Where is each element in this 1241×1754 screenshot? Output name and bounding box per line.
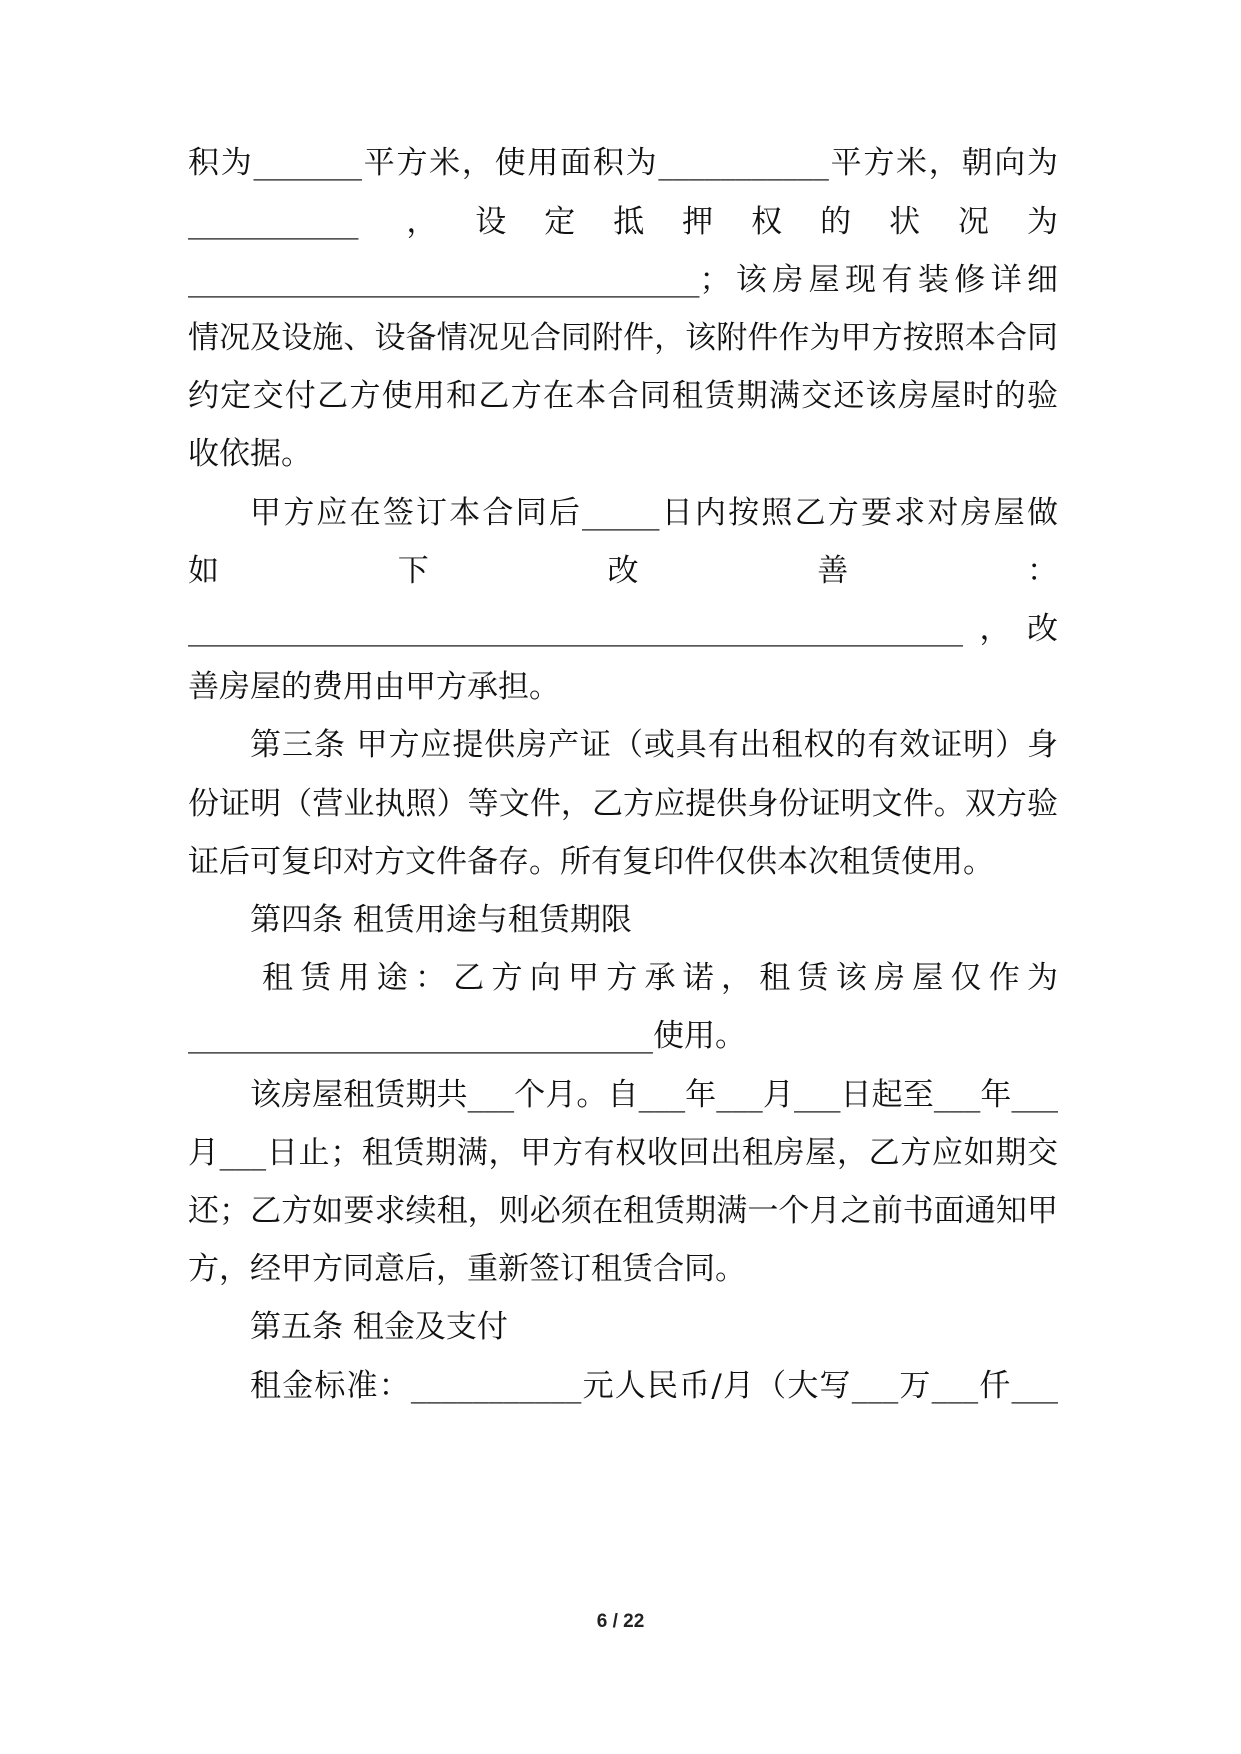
text-line-15: 租赁用途：乙方向甲方承诺，租赁该房屋仅作为 [262, 960, 1058, 996]
text-line-10: 善房屋的费用由甲方承担。 [188, 669, 560, 705]
section-heading-4: 第四条 租赁用途与租赁期限 [250, 902, 632, 938]
page-number: 6 / 22 [596, 1611, 645, 1632]
text-line-20: 方，经甲方同意后，重新签订租赁合同。 [188, 1251, 746, 1287]
text-line-4: 情况及设施、设备情况见合同附件，该附件作为甲方按照本合同 [188, 320, 1058, 356]
text-line-1: 积为_______平方米，使用面积为___________平方米，朝向为 [188, 145, 1058, 181]
text-line-3: _________________________________；该房屋现有装修详细 [188, 262, 1058, 298]
text-line-17: 该房屋租赁期共___个月。自___年___月___日起至___年___ [250, 1077, 1058, 1113]
text-line-2: ___________ ，设定抵押权的状况为 [188, 204, 1058, 240]
text-line-12: 份证明（营业执照）等文件，乙方应提供身份证明文件。双方验 [188, 786, 1058, 822]
text-line-6: 收依据。 [188, 436, 312, 472]
text-line-7: 甲方应在签订本合同后_____日内按照乙方要求对房屋做 [250, 495, 1058, 531]
text-line-9: __________________________________________________，改 [188, 611, 1058, 647]
section-heading-5: 第五条 租金及支付 [250, 1309, 508, 1345]
text-line-5: 约定交付乙方使用和乙方在本合同租赁期满交还该房屋时的验 [188, 378, 1058, 414]
text-line-8: 如下改善： [188, 553, 1058, 589]
text-line-18: 月___日止；租赁期满，甲方有权收回出租房屋，乙方应如期交 [188, 1135, 1058, 1171]
text-line-11: 第三条 甲方应提供房产证（或具有出租权的有效证明）身 [250, 727, 1058, 763]
text-line-19: 还；乙方如要求续租，则必须在租赁期满一个月之前书面通知甲 [188, 1193, 1058, 1229]
text-line-13: 证后可复印对方文件备存。所有复印件仅供本次租赁使用。 [188, 844, 994, 880]
text-line-22: 租金标准：___________元人民币/月（大写___万___仟___ [250, 1368, 1058, 1404]
text-line-16: ______________________________使用。 [188, 1018, 746, 1054]
